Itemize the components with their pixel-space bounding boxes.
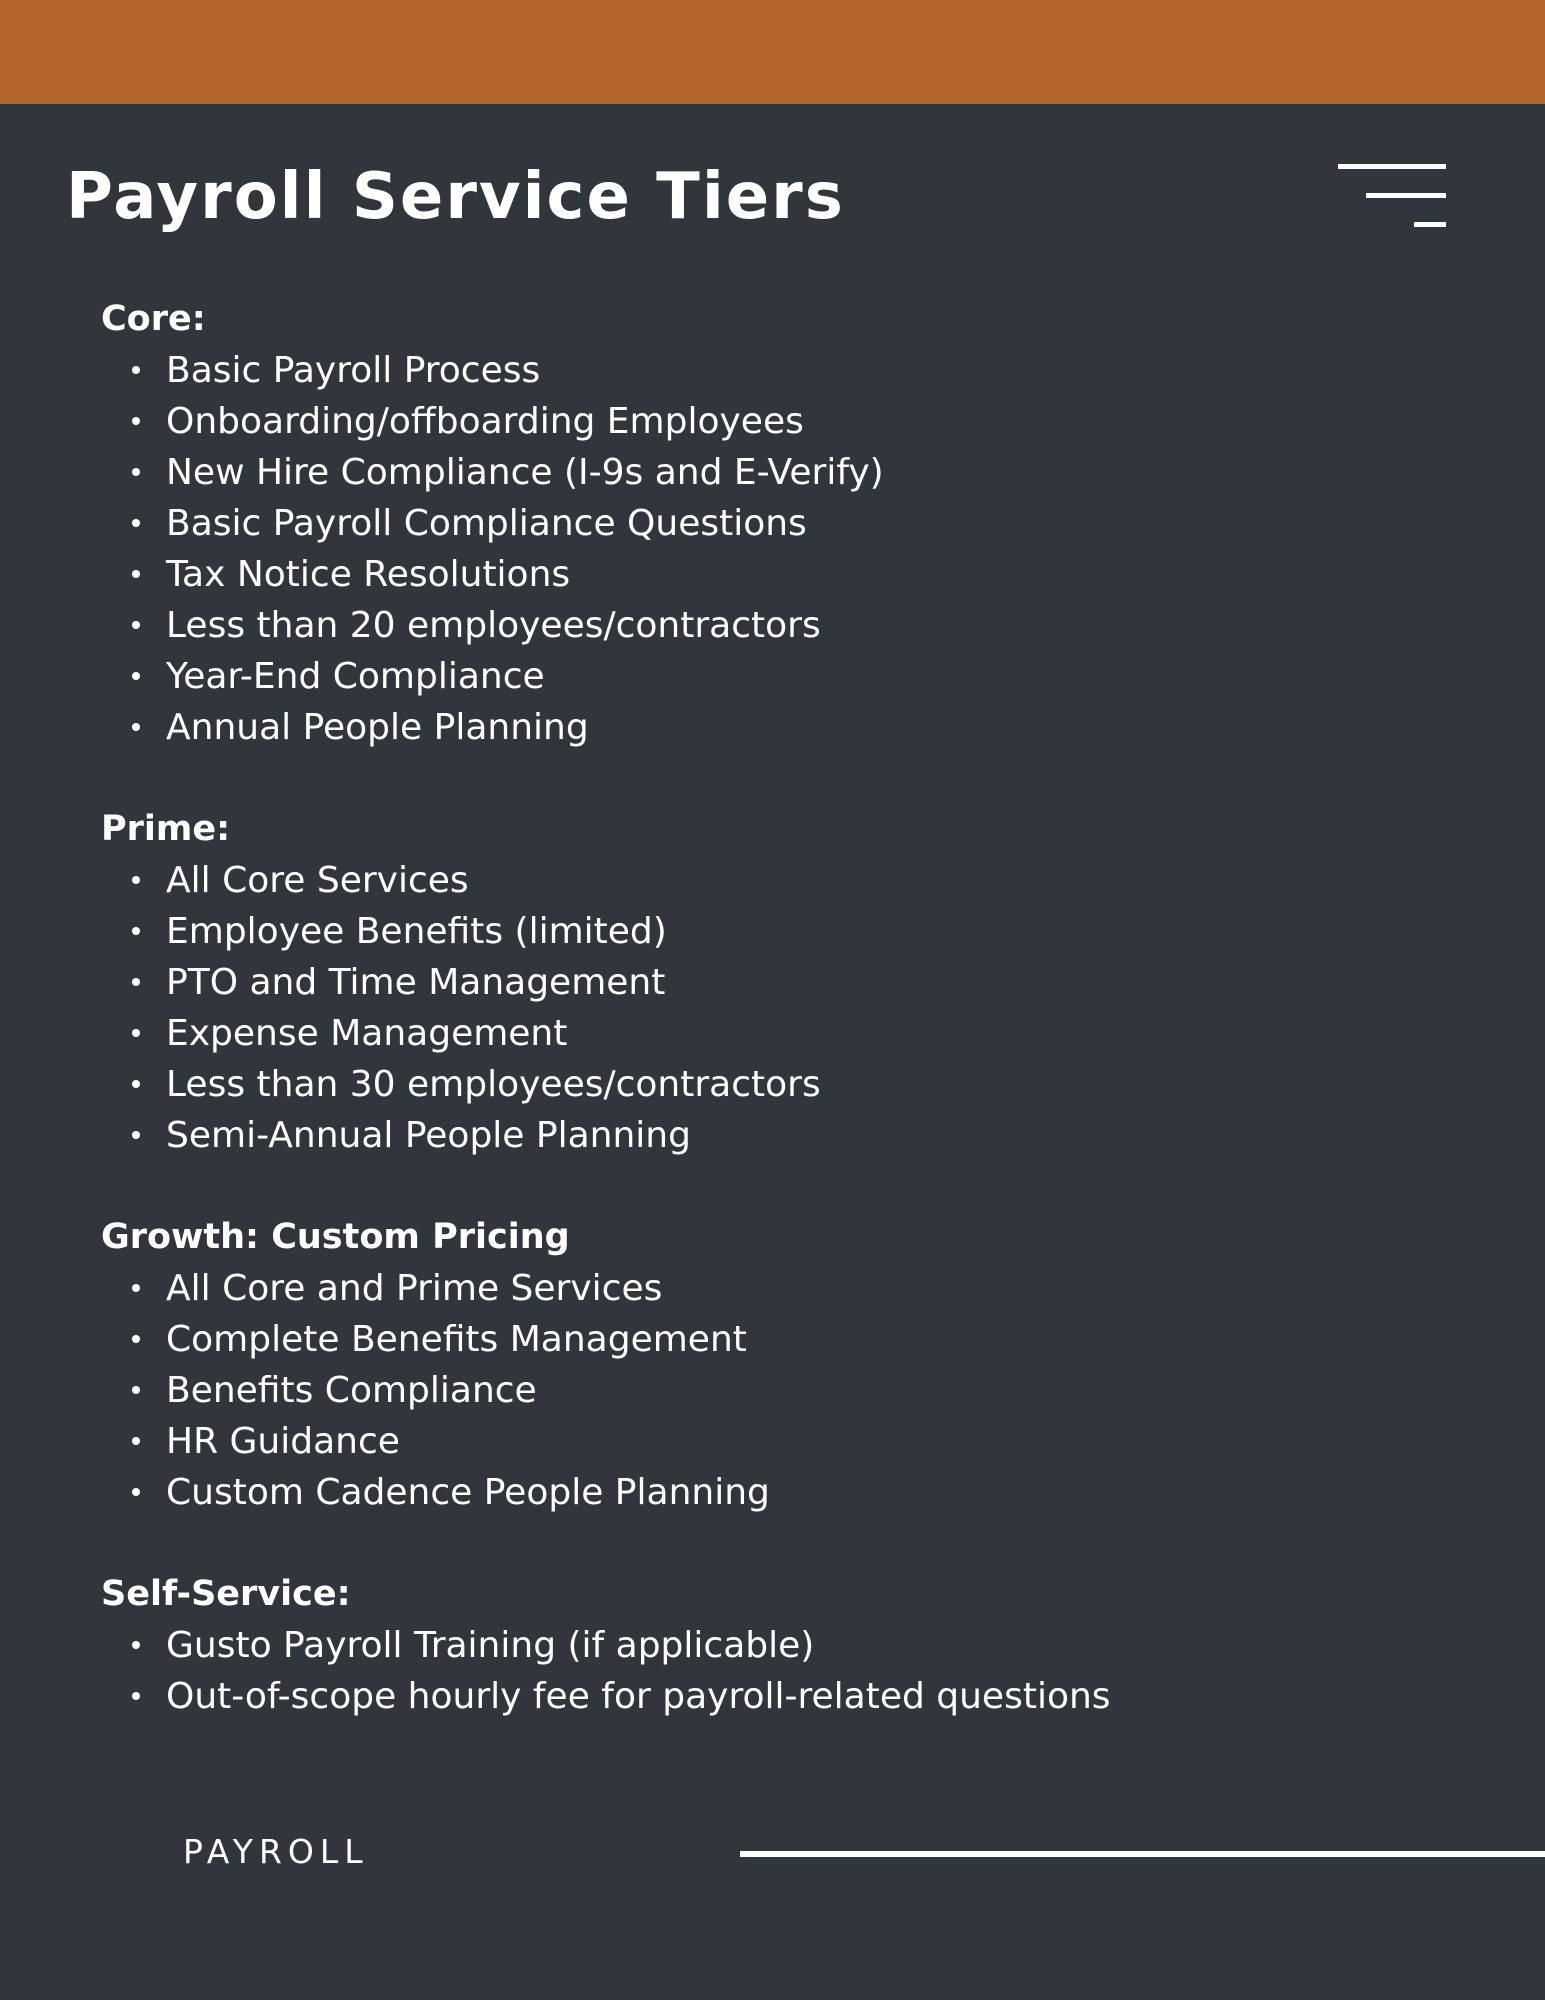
list-item: Expense Management: [101, 1008, 1401, 1059]
list-item: Custom Cadence People Planning: [101, 1467, 1401, 1518]
bullet-icon: [132, 1641, 140, 1649]
list-item: Less than 30 employees/contractors: [101, 1059, 1401, 1110]
tier-section-core: [101, 294, 1401, 753]
bullet-icon: [132, 621, 140, 629]
list-item: Tax Notice Resolutions: [101, 549, 1401, 600]
list-item: Onboarding/offboarding Employees: [101, 396, 1401, 447]
list-item: Benefits Compliance: [101, 1365, 1401, 1416]
bullet-icon: [132, 927, 140, 935]
bullet-icon: [132, 1488, 140, 1496]
list-item: Annual People Planning: [101, 702, 1401, 753]
bullet-icon: [132, 1386, 140, 1394]
bullet-icon: [132, 723, 140, 731]
tier-section-self-service: [101, 1569, 1401, 1722]
bullet-icon: [132, 1284, 140, 1292]
bullet-icon: [132, 1692, 140, 1700]
bullet-icon: [132, 1131, 140, 1139]
bullet-icon: [132, 519, 140, 527]
list-item: Year-End Compliance: [101, 651, 1401, 702]
bullet-icon: [132, 672, 140, 680]
menu-lines-icon: [1336, 164, 1446, 228]
tier-section-growth: [101, 1212, 1401, 1518]
footer-label: PAYROLL: [183, 1832, 369, 1871]
list-item: Less than 20 employees/contractors: [101, 600, 1401, 651]
list-item: PTO and Time Management: [101, 957, 1401, 1008]
bullet-icon: [132, 1080, 140, 1088]
section-title: Core:: [101, 299, 206, 339]
bullet-icon: [132, 876, 140, 884]
bullet-icon: [132, 366, 140, 374]
footer-divider: [740, 1851, 1545, 1857]
bullet-icon: [132, 1335, 140, 1343]
bullet-icon: [132, 978, 140, 986]
bullet-icon: [132, 1029, 140, 1037]
bullet-icon: [132, 468, 140, 476]
list-item: HR Guidance: [101, 1416, 1401, 1467]
list-item: Semi-Annual People Planning: [101, 1110, 1401, 1161]
list-item: Basic Payroll Compliance Questions: [101, 498, 1401, 549]
list-item: Basic Payroll Process: [101, 345, 1401, 396]
bullet-icon: [132, 570, 140, 578]
tier-list: [101, 294, 1401, 1773]
list-item: All Core and Prime Services: [101, 1263, 1401, 1314]
section-title: Self-Service:: [101, 1574, 351, 1614]
list-item: Complete Benefits Management: [101, 1314, 1401, 1365]
list-item: Out-of-scope hourly fee for payroll-related questions: [101, 1671, 1401, 1722]
list-item: New Hire Compliance (I-9s and E-Verify): [101, 447, 1401, 498]
tier-section-prime: [101, 804, 1401, 1161]
list-item: Employee Benefits (limited): [101, 906, 1401, 957]
top-accent-band: [0, 0, 1545, 104]
section-title: Prime:: [101, 809, 231, 849]
bullet-icon: [132, 417, 140, 425]
page-title: Payroll Service Tiers: [66, 160, 845, 234]
list-item: Gusto Payroll Training (if applicable): [101, 1620, 1401, 1671]
section-title: Growth: Custom Pricing: [101, 1217, 570, 1257]
list-item: All Core Services: [101, 855, 1401, 906]
bullet-icon: [132, 1437, 140, 1445]
